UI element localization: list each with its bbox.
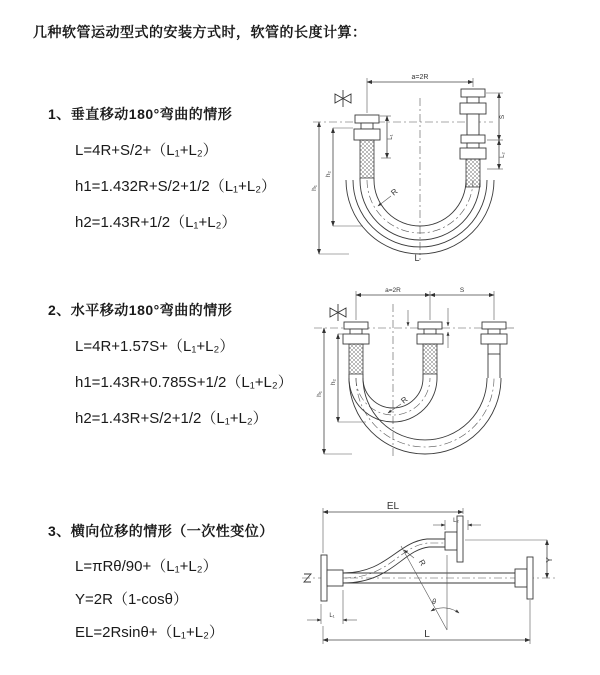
diagram-vertical-180-bend: [305, 70, 527, 264]
dim-label-h2: h₂: [330, 378, 337, 386]
dim-label-el: EL: [386, 501, 400, 512]
dim-label-a2r: a=2R: [411, 74, 429, 81]
formula-line: L=4R+S/2+（L₁+L₂）: [75, 142, 218, 159]
dim-label-l1: L₁: [329, 613, 335, 619]
dim-label-s: S: [459, 287, 465, 294]
section-lateral-displacement: [48, 521, 274, 649]
formula-line: h1=1.432R+S/2+1/2（L₁+L₂）: [75, 178, 277, 195]
dim-label-l2: L₂: [500, 152, 506, 158]
braid-hatch: [423, 344, 437, 374]
flanged-pipe-left: [343, 322, 369, 374]
formula-line: EL=2Rsinθ+（L₁+L₂）: [75, 624, 224, 641]
section-2-formulas: [48, 329, 293, 437]
section-3-heading: 3、横向位移的情形（一次性变位）: [48, 523, 274, 539]
angle-label: θ: [432, 599, 436, 606]
formula-line: h2=1.43R+S/2+1/2（L₁+L₂）: [75, 410, 268, 427]
section-vertical-movement: [48, 104, 276, 241]
diagram-lateral-displacement: [297, 500, 562, 655]
dim-label-y: Y: [545, 557, 554, 563]
section-2-heading: 2、水平移动180°弯曲的情形: [48, 302, 233, 318]
section-horizontal-movement: [48, 300, 293, 437]
dim-label-l1: L₁: [388, 134, 394, 140]
dim-label-h1: h₁: [311, 185, 318, 191]
diagram-horizontal-180-bend: [308, 282, 520, 462]
radius-label: R: [399, 394, 410, 406]
valve-icon: [335, 90, 351, 107]
flanged-pipe-middle: [417, 322, 443, 374]
formula-line: h2=1.43R+1/2（L₁+L₂）: [75, 214, 237, 231]
flanged-pipe-right-moved: [481, 322, 507, 354]
radius-label: R: [389, 186, 400, 198]
flanged-pipe-right: [460, 89, 486, 187]
section-1-heading: 1、垂直移动180°弯曲的情形: [48, 106, 233, 122]
section-1-formulas: [48, 133, 276, 241]
valve-icon: [330, 304, 346, 321]
dimension-lines: [316, 287, 494, 454]
angle-construction: [401, 546, 459, 630]
dim-label-s: S: [499, 114, 506, 120]
formula-line: L=4R+1.57S+（L₁+L₂）: [75, 338, 235, 355]
section-3-formulas: [48, 550, 274, 649]
flange-left: [321, 555, 343, 601]
page-title: 几种软管运动型式的安装方式时，软管的长度计算：: [33, 24, 367, 40]
dim-label-h2: h₂: [325, 170, 332, 178]
dim-label-h1: h₁: [316, 391, 323, 397]
braid-hatch: [360, 140, 374, 178]
formula-line: Y=2R（1-cosθ）: [75, 591, 188, 608]
flanged-pipe-left: [354, 115, 380, 178]
radius-label: R: [416, 557, 428, 568]
dim-label-l2: L₂: [453, 518, 459, 524]
formula-line: L=πRθ/90+（L₁+L₂）: [75, 558, 218, 575]
braid-hatch: [349, 344, 363, 374]
dim-label-l: L: [424, 629, 430, 640]
formula-line: h1=1.43R+0.785S+1/2（L₁+L₂）: [75, 374, 293, 391]
length-label: L: [414, 253, 420, 263]
dim-label-a2r: a=2R: [385, 287, 401, 294]
